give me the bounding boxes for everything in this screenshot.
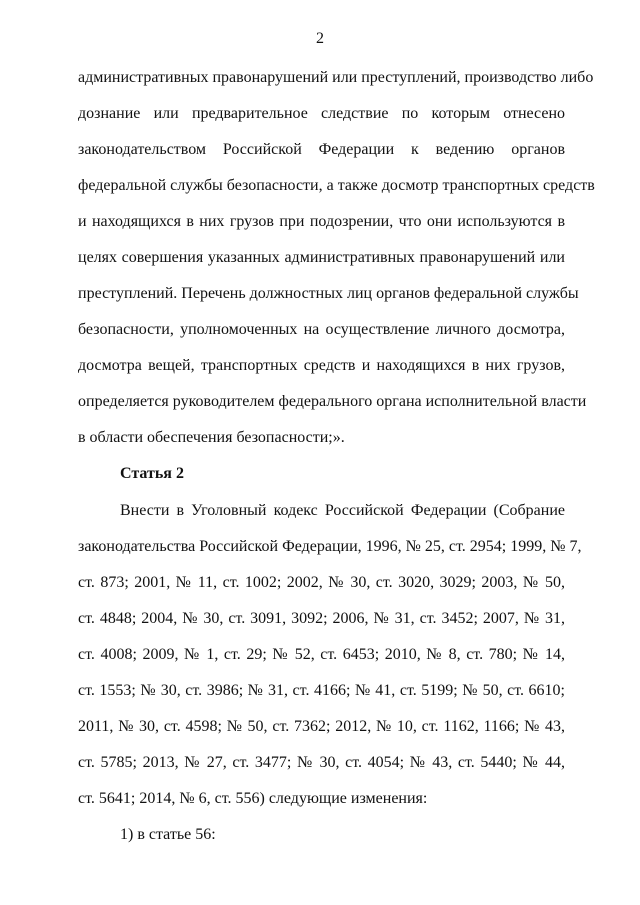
paragraph-2-line: ст. 873; 2001, № 11, ст. 1002; 2002, № 30, ст. 3020, 3029; 2003, № 50, xyxy=(78,574,565,591)
paragraph-2-line: ст. 5641; 2014, № 6, ст. 556) следующие изменения: xyxy=(78,790,428,807)
paragraph-1-line: преступлений. Перечень должностных лиц органов федеральной службы xyxy=(78,285,579,302)
paragraph-2-line: законодательства Российской Федерации, 1996, № 25, ст. 2954; 1999, № 7, xyxy=(78,538,582,555)
paragraph-1-line: досмотра вещей, транспортных средств и находящихся в них грузов, xyxy=(78,357,565,374)
paragraph-1-line: определяется руководителем федерального органа исполнительной власти xyxy=(78,393,587,410)
page-number: 2 xyxy=(316,30,324,47)
paragraph-1-line: законодательством Российской Федерации к ведению органов xyxy=(78,141,565,158)
paragraph-1-line: и находящихся в них грузов при подозрении, что они используются в xyxy=(78,213,565,230)
paragraph-2-line: ст. 5785; 2013, № 27, ст. 3477; № 30, ст. 4054; № 43, ст. 5440; № 44, xyxy=(78,754,565,771)
article-heading: Статья 2 xyxy=(120,465,184,482)
paragraph-1-line: административных правонарушений или преступлений, производство либо xyxy=(78,69,594,86)
paragraph-2-line: ст. 4848; 2004, № 30, ст. 3091, 3092; 2006, № 31, ст. 3452; 2007, № 31, xyxy=(78,610,565,627)
paragraph-2-line: ст. 1553; № 30, ст. 3986; № 31, ст. 4166; № 41, ст. 5199; № 50, ст. 6610; xyxy=(78,682,565,699)
paragraph-1-line: федеральной службы безопасности, а также досмотр транспортных средств xyxy=(78,177,595,194)
paragraph-1-line: дознание или предварительное следствие по которым отнесено xyxy=(78,105,565,122)
paragraph-1-line: целях совершения указанных административных правонарушений или xyxy=(78,249,565,266)
paragraph-2-line: 2011, № 30, ст. 4598; № 50, ст. 7362; 2012, № 10, ст. 1162, 1166; № 43, xyxy=(78,718,565,735)
list-item-1: 1) в статье 56: xyxy=(120,826,216,843)
paragraph-2-line: ст. 4008; 2009, № 1, ст. 29; № 52, ст. 6453; 2010, № 8, ст. 780; № 14, xyxy=(78,646,565,663)
paragraph-1-line: безопасности, уполномоченных на осуществление личного досмотра, xyxy=(78,321,565,338)
paragraph-2-line: Внести в Уголовный кодекс Российской Федерации (Собрание xyxy=(120,502,565,519)
paragraph-1-line: в области обеспечения безопасности;». xyxy=(78,429,345,446)
